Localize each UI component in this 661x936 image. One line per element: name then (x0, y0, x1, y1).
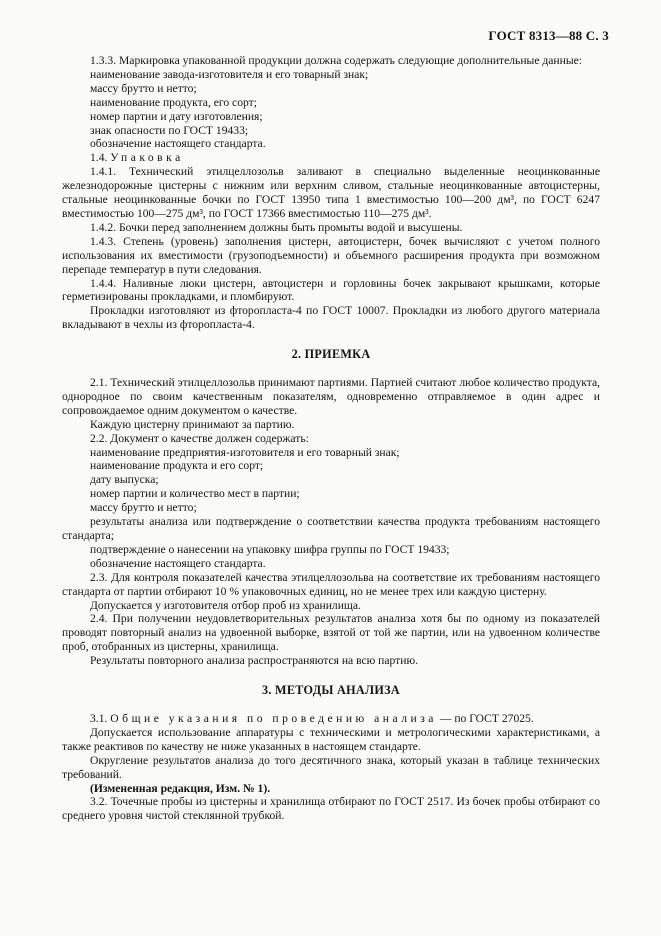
paragraph-1-4-4-gaskets: Прокладки изготовляют из фторопласта-4 по ГОСТ 10007. Прокладки из любого другого материала вкладывают в чехлы из фторопласта-4. (62, 304, 600, 332)
paragraph-2-4: 2.4. При получении неудовлетворительных результатов анализа хотя бы по одному из показателей проводят повторный анализ на удвоенной выборке, взятой от той же партии, или на удвоенном количестве проб, отобранных из цистерны, хранилища. (62, 612, 600, 654)
section-heading-methods: 3. МЕТОДЫ АНАЛИЗА (261, 683, 401, 698)
paragraph-rest: — по ГОСТ 27025. (436, 711, 534, 725)
paragraph-3-1 (62, 712, 600, 726)
paragraph-2-2: 2.2. Документ о качестве должен содержать: (90, 431, 309, 445)
list-item: наименование завода-изготовителя и его товарный знак; (90, 67, 369, 81)
list-item: массу брутто и нетто; (90, 81, 197, 95)
list-item: номер партии и количество мест в партии; (90, 487, 300, 501)
paragraph-number: 3.1. (90, 711, 108, 725)
list-item: массу брутто и нетто; (90, 501, 197, 515)
paragraph-1-4-3: 1.4.3. Степень (уровень) заполнения цистерн, автоцистерн, бочек вычисляют с учетом полного использования их вместимости (грузоподъемности) и объемного расширения продукта при возможном перепаде температур в пути следования. (62, 234, 600, 276)
subsection-number: 1.4. (90, 151, 108, 165)
list-item: знак опасности по ГОСТ 19433; (90, 123, 249, 137)
list-item: дату выпуска; (90, 473, 159, 487)
paragraph-2-3: 2.3. Для контроля показателей качества этилцеллозольва на соответствие их требованиям настоящего стандарта от партии отбирают 10 % упаковочных единиц, но не менее трех или каждую цистерну. (62, 570, 600, 598)
paragraph-2-1: 2.1. Технический этилцеллозольв принимают партиями. Партией считают любое количество продукта, однородное по своим качественным показателям, одновременно отправляемое в один адрес и сопровождаемое одним документом о качестве. (62, 376, 600, 417)
paragraph-3-2: 3.2. Точечные пробы из цистерны и хранилища отбирают по ГОСТ 2517. Из бочек пробы отбирают со среднего уровня чистой стеклянной трубкой. (62, 795, 600, 823)
subsection-title-1-4 (62, 151, 600, 165)
paragraph-1-4-2: 1.4.2. Бочки перед заполнением должны быть промыты водой и высушены. (90, 220, 463, 234)
paragraph-1-4-1: 1.4.1. Технический этилцеллозольв заливают в специально выделенные неоцинкованные железнодорожные цистерны с нижним или верхним сливом, стальные неоцинкованные автоцистерны, стальные неоцинкованные бочки по ГОСТ 13950 типа 1 вместимостью 100—200 дм³, по ГОСТ 6247 вместимостью 100—275 дм³, по ГОСТ 17366 вместимостью 110—275 дм³. (62, 165, 600, 220)
paragraph-2-4-results: Результаты повторного анализа распространяются на всю партию. (90, 654, 419, 668)
amendment-note: (Измененная редакция, Изм. № 1). (90, 781, 271, 795)
list-item: обозначение настоящего стандарта. (90, 556, 266, 570)
document-body (62, 54, 600, 823)
list-item: обозначение настоящего стандарта. (90, 137, 266, 151)
list-item: наименование продукта, его сорт; (90, 95, 257, 109)
list-item: номер партии и дату изготовления; (90, 109, 263, 123)
list-item: результаты анализа или подтверждение о соответствии качества продукта требованиям настоящего стандарта; (62, 515, 600, 542)
list-item: подтверждение о нанесении на упаковку шифра группы по ГОСТ 19433; (90, 542, 450, 556)
paragraph-3-1-equipment: Допускается использование аппаратуры с техническими и метрологическими характеристиками, а также реактивов по качеству не ниже указанных в настоящем стандарте. (62, 725, 600, 753)
list-item: наименование продукта и его сорт; (90, 459, 264, 473)
list-item: наименование предприятия-изготовителя и его товарный знак; (90, 445, 400, 459)
spaced-text: Общие указания по проведению анализа (110, 711, 437, 725)
paragraph-1-3-3: 1.3.3. Маркировка упакованной продукции должна содержать следующие дополнительные данные: (90, 54, 582, 67)
subsection-word: Упаковка (110, 151, 184, 165)
section-heading-acceptance: 2. ПРИЕМКА (291, 347, 371, 362)
paragraph-2-3-storage: Допускается у изготовителя отбор проб из хранилища. (90, 598, 361, 612)
page-header: ГОСТ 8313—88 С. 3 (488, 28, 609, 43)
paragraph-3-1-rounding: Округление результатов анализа до того десятичного знака, который указан в таблице технических требований. (62, 753, 600, 781)
paragraph-2-1-tank: Каждую цистерну принимают за партию. (90, 417, 295, 431)
paragraph-1-4-4: 1.4.4. Наливные люки цистерн, автоцистерн и горловины бочек закрывают крышками, которые герметизированы прокладками, и пломбируют. (62, 276, 600, 304)
